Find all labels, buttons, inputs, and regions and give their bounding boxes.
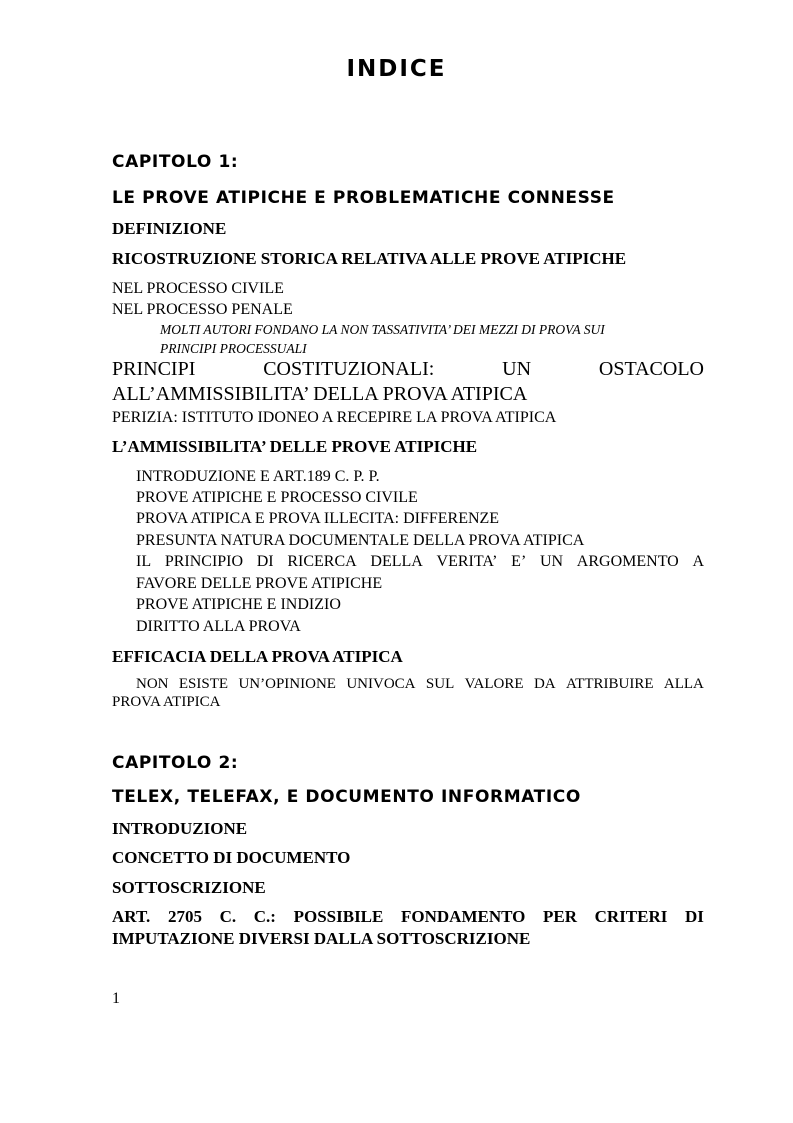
toc-introduzione-189[interactable]: INTRODUZIONE E ART.189 C. P. P. <box>136 468 380 485</box>
word: PER <box>543 907 577 926</box>
word: COSTITUZIONALI: <box>263 358 435 380</box>
chapter-1-label: CAPITOLO 1: <box>112 152 239 172</box>
word: UN <box>502 358 532 380</box>
toc-prove-processo-civile[interactable]: PROVE ATIPICHE E PROCESSO CIVILE <box>136 489 418 506</box>
toc-art-2705-line1[interactable] <box>112 907 704 927</box>
toc-definizione[interactable]: DEFINIZIONE <box>112 219 227 238</box>
page-title: INDICE <box>346 56 447 82</box>
toc-introduzione[interactable]: INTRODUZIONE <box>112 819 248 838</box>
toc-opinione-line2[interactable]: PROVA ATIPICA <box>112 694 221 710</box>
toc-natura-documentale[interactable]: PRESUNTA NATURA DOCUMENTALE DELLA PROVA ATIPICA <box>136 532 585 549</box>
chapter-1-heading: LE PROVE ATIPICHE E PROBLEMATICHE CONNESSE <box>112 188 615 208</box>
word: C. <box>219 907 237 926</box>
toc-prova-illecita[interactable]: PROVA ATIPICA E PROVA ILLECITA: DIFFERENZE <box>136 510 500 527</box>
word: UN’OPINIONE <box>238 676 336 692</box>
word: DI <box>685 907 704 926</box>
page-number: 1 <box>112 990 120 1007</box>
toc-art-2705-line2[interactable]: IMPUTAZIONE DIVERSI DALLA SOTTOSCRIZIONE <box>112 929 531 948</box>
word: A <box>692 553 704 570</box>
word: DI <box>256 553 274 570</box>
word: C.: <box>253 907 276 926</box>
toc-ricerca-verita-line2[interactable]: FAVORE DELLE PROVE ATIPICHE <box>136 575 383 592</box>
toc-ricostruzione[interactable]: RICOSTRUZIONE STORICA RELATIVA ALLE PROVE ATIPICHE <box>112 249 627 268</box>
toc-processo-civile[interactable]: NEL PROCESSO CIVILE <box>112 280 284 297</box>
word: VALORE <box>464 676 524 692</box>
toc-opinione-line1[interactable] <box>136 676 704 693</box>
chapter-2-heading: TELEX, TELEFAX, E DOCUMENTO INFORMATICO <box>112 787 581 807</box>
word: UN <box>539 553 564 570</box>
chapter-2-label: CAPITOLO 2: <box>112 753 239 773</box>
toc-diritto-prova[interactable]: DIRITTO ALLA PROVA <box>136 618 301 635</box>
word: POSSIBILE <box>293 907 384 926</box>
toc-molti-autori-line1[interactable]: MOLTI AUTORI FONDANO LA NON TASSATIVITA’ DEI MEZZI DI PROVA SUI <box>160 322 605 337</box>
word: OSTACOLO <box>598 358 704 380</box>
word: UNIVOCA <box>346 676 416 692</box>
word: VERITA’ <box>436 553 498 570</box>
word: E’ <box>511 553 527 570</box>
word: 2705 <box>167 907 202 926</box>
toc-molti-autori-line2[interactable]: PRINCIPI PROCESSUALI <box>160 341 307 356</box>
word: CRITERI <box>594 907 668 926</box>
toc-ricerca-verita-line1[interactable] <box>136 553 704 571</box>
word: PRINCIPI <box>112 358 196 380</box>
word: ALLA <box>663 676 704 692</box>
toc-efficacia[interactable]: EFFICACIA DELLA PROVA ATIPICA <box>112 647 403 666</box>
word: NON <box>136 676 169 692</box>
toc-indizio[interactable]: PROVE ATIPICHE E INDIZIO <box>136 596 341 613</box>
word: ESISTE <box>178 676 229 692</box>
word: ATTRIBUIRE <box>566 676 654 692</box>
word: SUL <box>425 676 455 692</box>
toc-principi-line1[interactable] <box>112 358 704 381</box>
word: ART. <box>112 907 151 926</box>
toc-concetto-documento[interactable]: CONCETTO DI DOCUMENTO <box>112 848 351 867</box>
toc-sottoscrizione[interactable]: SOTTOSCRIZIONE <box>112 878 266 897</box>
word: RICERCA <box>287 553 357 570</box>
toc-principi-line2[interactable]: ALL’AMMISSIBILITA’ DELLA PROVA ATIPICA <box>112 383 528 405</box>
toc-ammissibilita[interactable]: L’AMMISSIBILITA’ DELLE PROVE ATIPICHE <box>112 437 478 456</box>
word: ARGOMENTO <box>576 553 679 570</box>
word: DELLA <box>370 553 423 570</box>
word: DA <box>533 676 556 692</box>
word: IL <box>136 553 152 570</box>
word: PRINCIPIO <box>164 553 244 570</box>
word: FONDAMENTO <box>401 907 526 926</box>
toc-perizia[interactable]: PERIZIA: ISTITUTO IDONEO A RECEPIRE LA PROVA ATIPICA <box>112 409 557 426</box>
toc-processo-penale[interactable]: NEL PROCESSO PENALE <box>112 301 293 318</box>
